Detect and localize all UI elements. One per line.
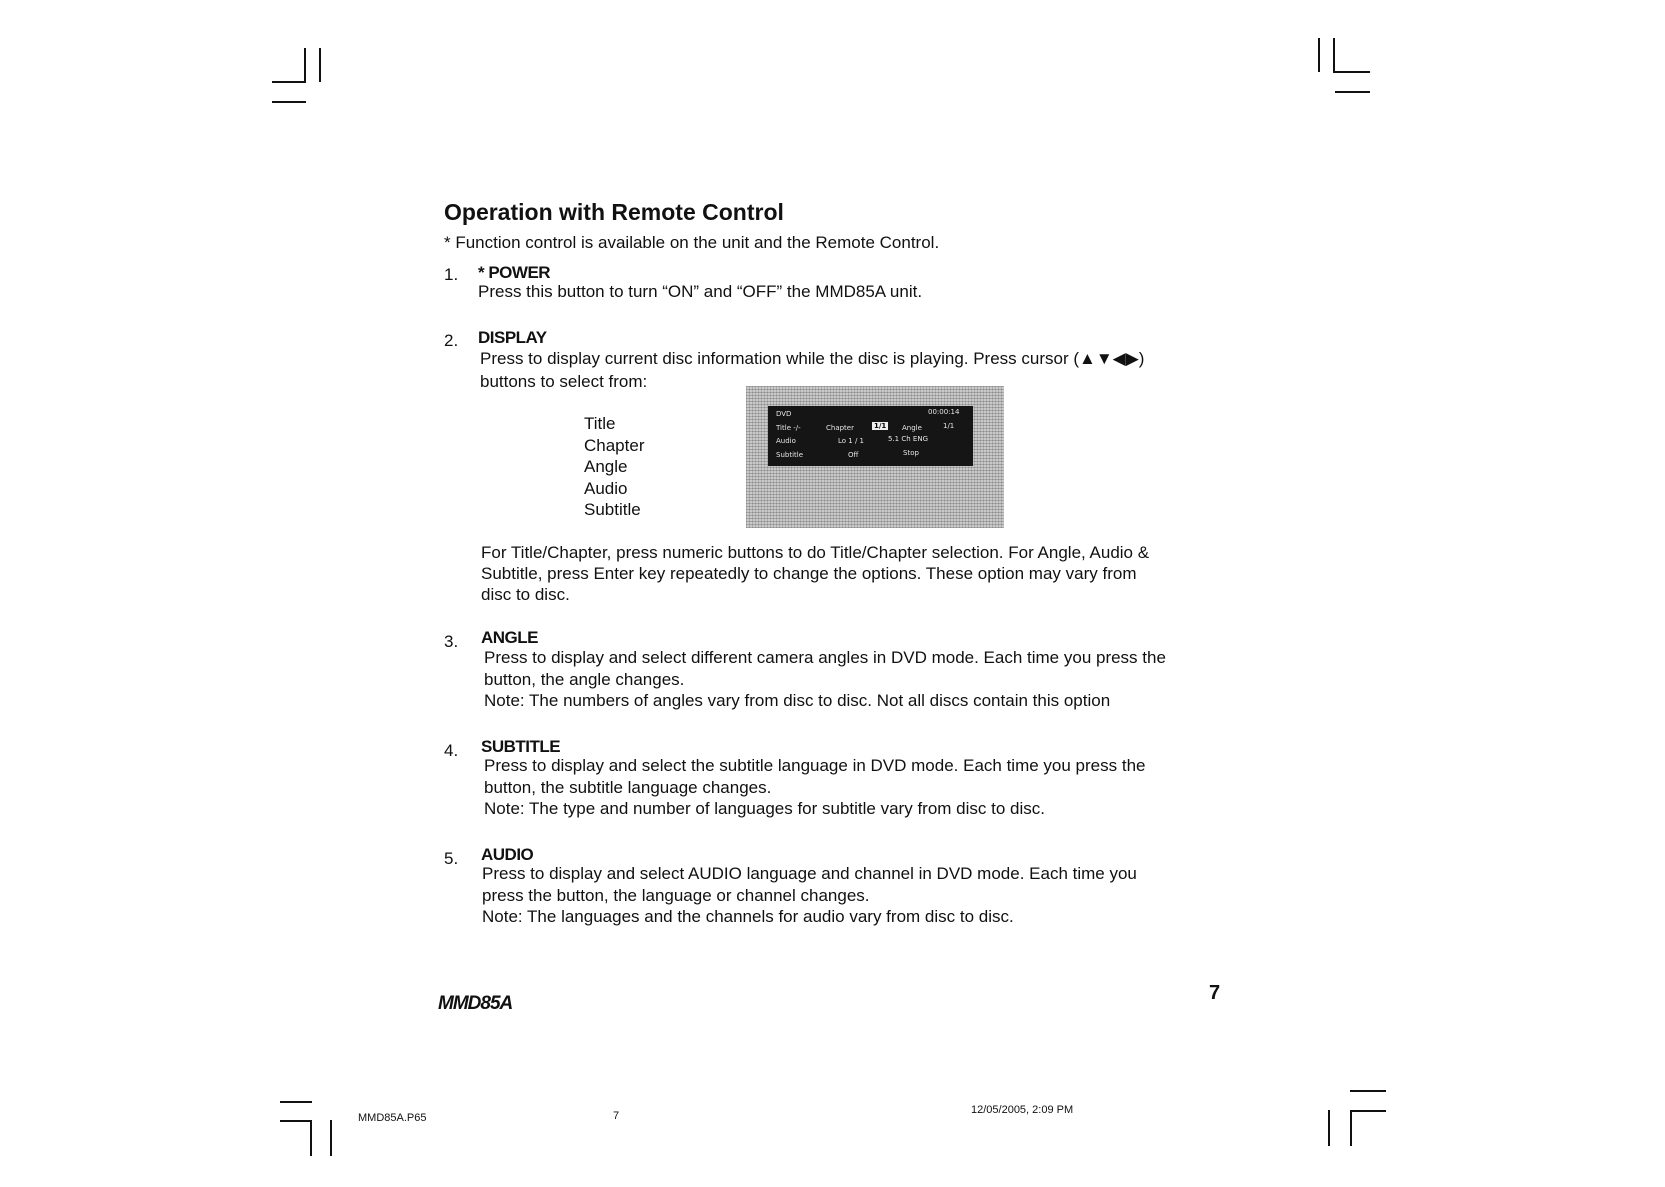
slug-filename: MMD85A.P65 [358, 1112, 427, 1124]
option-item: Audio [584, 478, 628, 498]
osd-text: Subtitle [776, 451, 804, 459]
crop-mark [1318, 38, 1320, 72]
intro-text: * Function control is available on the unit and the Remote Control. [444, 233, 940, 252]
item-text: Press to display and select AUDIO language and channel in DVD mode. Each time you [482, 864, 1137, 883]
item-text: Press to display and select the subtitle language in DVD mode. Each time you press the [484, 756, 1146, 775]
osd-text: Off [848, 451, 859, 459]
slug-page: 7 [613, 1110, 620, 1122]
footer-model-name: MMD85A [438, 993, 513, 1014]
osd-text: 5.1 Ch ENG [888, 435, 928, 443]
option-item: Subtitle [584, 500, 641, 519]
option-item: Chapter [584, 435, 645, 455]
item-number: 2. [444, 331, 459, 350]
crop-mark [1350, 1090, 1386, 1092]
page-title: Operation with Remote Control [444, 199, 784, 225]
item-text: Note: The numbers of angles vary from disc to disc. Not all discs contain this option [484, 691, 1111, 710]
crop-mark [1335, 91, 1370, 93]
item-text: Note: The languages and the channels for audio vary from disc to disc. [482, 907, 1014, 926]
item-number: 5. [444, 849, 459, 868]
crop-mark [304, 48, 306, 82]
page-number: 7 [1209, 982, 1221, 1004]
crop-mark [330, 1120, 332, 1156]
crop-mark [1333, 71, 1370, 73]
display-options-list [584, 413, 644, 521]
crop-mark [272, 81, 306, 83]
item-text: press the button, the language or channel changes. [482, 886, 870, 905]
crop-mark [310, 1120, 312, 1156]
item-heading: SUBTITLE [481, 737, 561, 756]
item-number: 1. [444, 265, 459, 284]
option-item: Title [584, 414, 616, 433]
item-number: 4. [444, 741, 459, 760]
item-text: disc to disc. [481, 585, 570, 604]
osd-text: Lo 1 / 1 [838, 437, 865, 445]
item-text: button, the subtitle language changes. [484, 778, 772, 797]
item-heading: ANGLE [481, 628, 538, 647]
osd-text: Chapter [826, 424, 854, 432]
crop-mark [280, 1120, 312, 1122]
osd-info-panel [768, 406, 973, 466]
option-item: Angle [584, 457, 628, 476]
osd-screenshot [746, 386, 1004, 528]
slug-timestamp: 12/05/2005, 2:09 PM [971, 1104, 1074, 1116]
item-text: Press to display and select different camera angles in DVD mode. Each time you press the [484, 648, 1166, 667]
osd-text: 00:00:14 [928, 408, 960, 416]
item-heading: * POWER [478, 263, 551, 282]
item-text: buttons to select from: [480, 372, 648, 391]
crop-mark [280, 1101, 312, 1103]
crop-mark [1350, 1110, 1386, 1112]
item-text: Press this button to turn “ON” and “OFF” the MMD85A unit. [478, 282, 923, 301]
item-text: button, the angle changes. [484, 670, 685, 689]
crop-mark [272, 101, 306, 103]
item-text: Subtitle, press Enter key repeatedly to change the options. These option may vary from [481, 564, 1137, 583]
item-text: Note: The type and number of languages for subtitle vary from disc to disc. [484, 799, 1045, 818]
item-heading: AUDIO [481, 845, 534, 864]
osd-text: Title -/- [776, 424, 801, 432]
osd-text: 1/1 [943, 422, 955, 430]
osd-text: Angle [902, 424, 922, 432]
osd-text: Stop [903, 449, 919, 457]
item-text: Press to display current disc information while the disc is playing. Press cursor (▲▼◀▶) [480, 349, 1145, 368]
crop-mark [1350, 1110, 1352, 1146]
crop-mark [1333, 38, 1335, 72]
osd-text: DVD [776, 410, 792, 418]
item-number: 3. [444, 632, 459, 651]
item-heading: DISPLAY [478, 328, 547, 347]
osd-text: 1/1 [874, 422, 887, 430]
crop-mark [1328, 1110, 1330, 1146]
osd-text: Audio [776, 437, 796, 445]
item-text: For Title/Chapter, press numeric buttons to do Title/Chapter selection. For Angle, Audio & [481, 543, 1150, 562]
crop-mark [319, 48, 321, 82]
